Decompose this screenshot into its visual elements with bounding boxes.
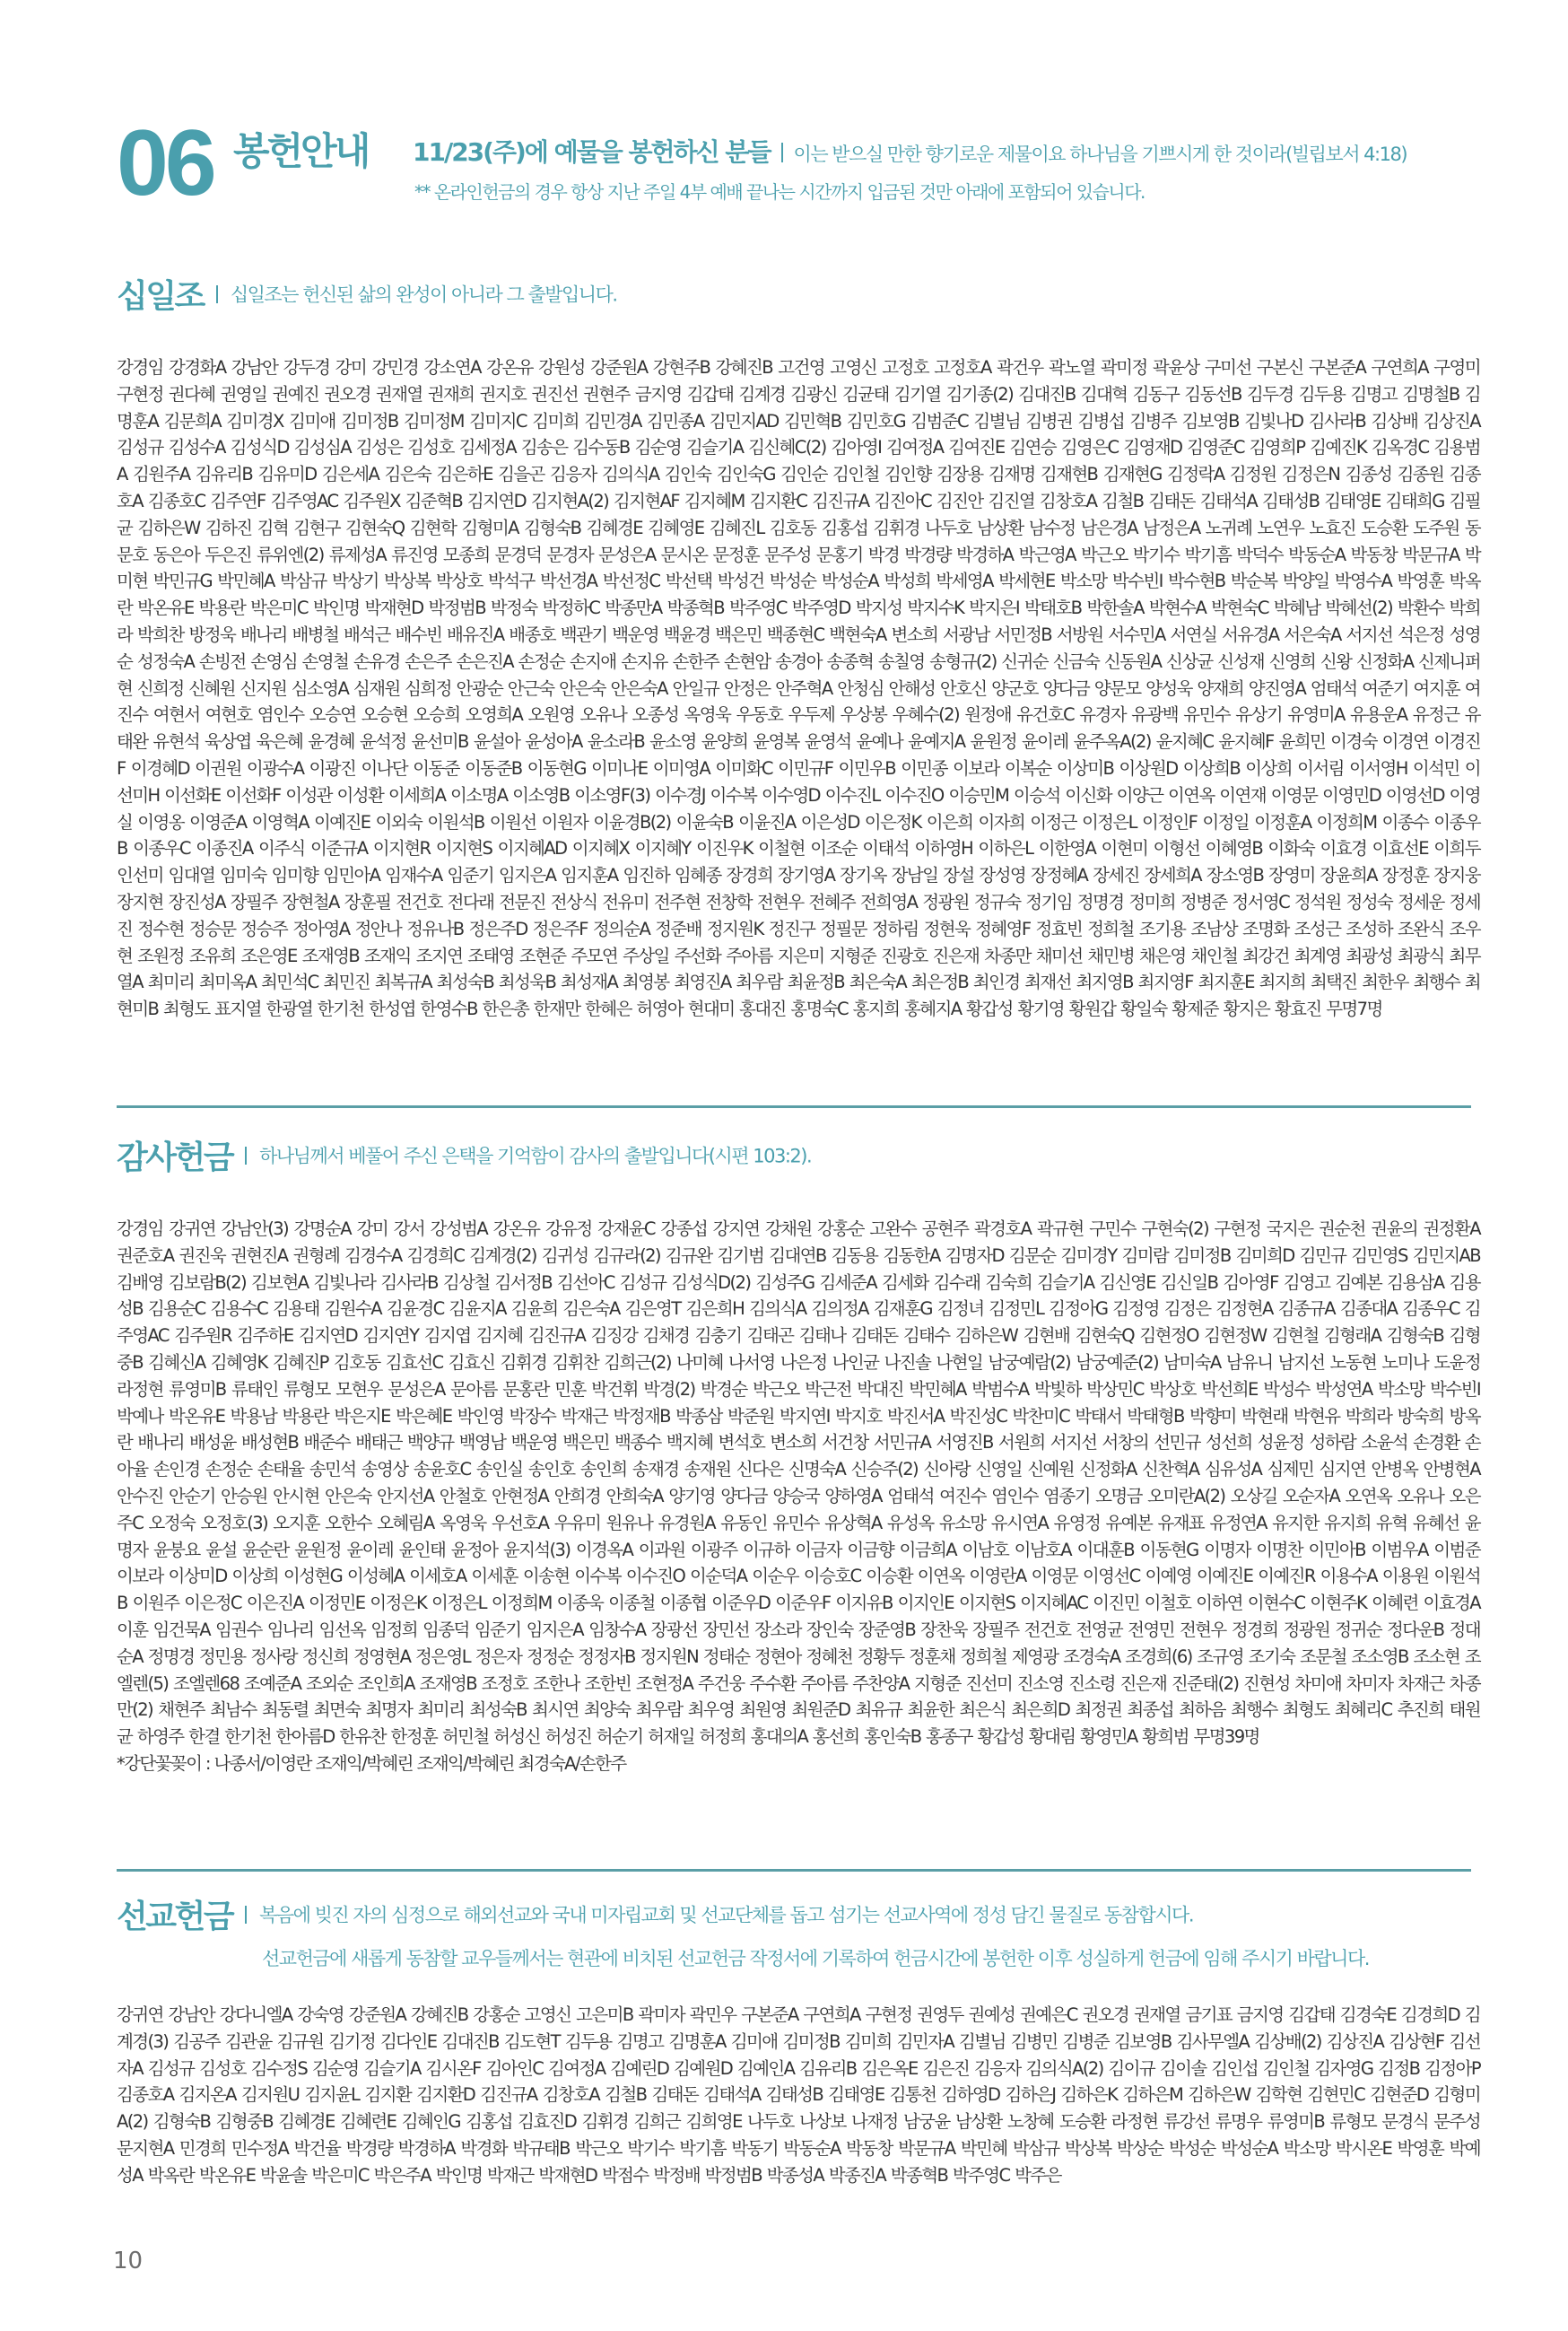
tithe-title: 십일조 [117, 278, 204, 315]
thanks-description: 하나님께서 베풀어 주신 은택을 기억함이 감사의 출발입니다(시편 103:2). [259, 1145, 812, 1167]
thanks-title: 감사헌금 [117, 1139, 233, 1176]
page-number: 10 [113, 2248, 144, 2274]
tithe-section [117, 271, 1480, 1023]
separator-bar [245, 1147, 247, 1165]
tithe-names-list: 강경임 강경화A 강남안 강두경 강미 강민경 강소연A 강온유 강원성 강준원A 강현주B 강혜진B 고건영 고영신 고정호 고정호A 곽건우 곽노열 곽미정 곽윤상 구미선 구본신 구본준A 구연희A 구영미 구현정 권다혜 권영일 권예진 권오경 권재열 권재희 권지호 권진선 권현주 금지영 김갑태 김계경 김광신 김균태 김기열 김기종(2) 김대진B 김대혁 김동구 김동선B 김두경 김두용 김명고 김명철B 김명훈A 김문희A 김미경X 김미애 김미정B 김미정M 김미지C 김미희 김민경A 김민종A 김민지AD 김민혁B 김민호G 김범준C 김별님 김병권 김병섭 김병주 김보영B 김빛나D 김사라B 김상배 김상진A 김성규 김성수A 김성식D 김성심A 김성은 김성호 김세정A 김송은 김수동B 김순영 김슬기A 김신혜C(2) 김아영I 김여정A 김여진E 김연승 김영은C 김영재D 김영준C 김영희P 김예진K 김옥경C 김용범A 김원주A 김유리B 김유미D 김은세A 김은숙 김은하E 김을곤 김응자 김의식A 김인숙 김인숙G 김인순 김인철 김인향 김장용 김재명 김재현B 김재현G 김정락A 김정원 김정은N 김종성 김종원 김종호A 김종호C 김주연F 김주영AC 김주원X 김준혁B 김지연D 김지현A(2) 김지현AF 김지혜M 김지환C 김진규A 김진아C 김진안 김진열 김창호A 김철B 김태돈 김태석A 김태성B 김태영E 김태희G 김필균 김하은W 김하진 김혁 김현구 김현숙Q 김현학 김형미A 김형숙B 김혜경E 김혜영E 김혜진L 김호동 김홍섭 김휘경 나두호 남상환 남수정 남은경A 남정은A 노귀례 노연우 노효진 도승환 도주원 동문호 동은아 두은진 류위엔(2) 류제성A 류진영 모종희 문경덕 문경자 문성은A 문시온 문정훈 문주성 문홍기 박경 박경량 박경하A 박근영A 박근오 박기수 박기흠 박덕수 박동순A 박동창 박문규A 박미현 박민규G 박민혜A 박삼규 박상기 박상복 박상호 박석구 박선경A 박선정C 박선택 박성건 박성순 박성순A 박성희 박세영A 박세현E 박소망 박수빈I 박수현B 박순복 박양일 박영수A 박영훈 박옥란 박온유E 박용란 박은미C 박인명 박재현D 박정범B 박정숙 박정하C 박종만A 박종혁B 박주영C 박주영D 박지성 박지수K 박지은I 박태호B 박한솔A 박현수A 박현숙C 박혜남 박혜선(2) 박환수 박희라 박희찬 방정욱 배나리 배병철 배석근 배수빈 배유진A 배종호 백관기 백운영 백윤경 백은민 백종현C 백현숙A 변소희 서광남 서민정B 서방원 서수민A 서연실 서유경A 서은숙A 서지선 석은정 성영순 성정숙A 손빙전 손영심 손영철 손유경 손은주 손은진A 손정순 손지애 손지유 손한주 손현암 송경아 송종혁 송칠영 송형규(2) 신귀순 신금숙 신동원A 신상균 신성재 신영희 신왕 신정화A 신제니퍼현 신희정 신혜원 신지원 심소영A 심재원 심희정 안광순 안근숙 안은숙 안은숙A 안일규 안정은 안주혁A 안청심 안해성 안호신 양군호 양다금 양문모 양성욱 양재희 양진영A 엄태석 여준기 여지훈 여진수 여현서 여현호 염인수 오승연 오승현 오승희 오영희A 오원영 오유나 오종성 옥영욱 우동호 우두제 우상봉 우혜수(2) 원정애 유건호C 유경자 유광백 유민수 유상기 유영미A 유용운A 유정근 유태완 유현석 육상엽 육은혜 윤경혜 윤석정 윤선미B 윤설아 윤성아A 윤소라B 윤소영 윤양희 윤영복 윤영석 윤예나 윤예지A 윤원정 윤이레 윤주옥A(2) 윤지혜C 윤지혜F 윤희민 이경숙 이경연 이경진F 이경혜D 이권원 이광수A 이광진 이나단 이동준 이동준B 이동현G 이미나E 이미영A 이미화C 이민규F 이민우B 이민종 이보라 이복순 이상미B 이상원D 이상희B 이상희 이서림 이서영H 이석민 이선미H 이선화E 이선화F 이성관 이성환 이세희A 이소명A 이소영B 이소영F(3) 이수경J 이수복 이수영D 이수진L 이수진O 이승민M 이승석 이신화 이양근 이연옥 이연재 이영문 이영민D 이영선D 이영실 이영옹 이영준A 이영혁A 이예진E 이외숙 이원석B 이원선 이원자 이윤경B(2) 이윤숙B 이윤진A 이은성D 이은정K 이은희 이자희 이정근 이정은L 이정인F 이정일 이정훈A 이정희M 이종수 이종우B 이종우C 이종진A 이주식 이준규A 이지현R 이지현S 이지혜AD 이지혜X 이지혜Y 이진우K 이철현 이조순 이태석 이하영H 이하은L 이한영A 이현미 이형선 이혜영B 이화숙 이효경 이효선E 이희두 인선미 임대열 임미숙 임미향 임민아A 임재수A 임준기 임지은A 임지훈A 임진하 임혜종 장경희 장기영A 장기옥 장남일 장설 장성영 장정혜A 장세진 장세희A 장소영B 장영미 장윤희A 장정훈 장지웅 장지현 장진성A 장필주 장현철A 장훈필 전건호 전다래 전문진 전상식 전유미 전주현 전창학 전현우 전혜주 전희영A 정광원 정규숙 정기임 정명경 정미희 정병준 정서영C 정석원 정성숙 정세운 정세진 정수현 정승문 정승주 정아영A 정안나 정유나B 정은주D 정은주F 정의순A 정준배 정지원K 정진구 정필문 정하림 정현욱 정혜영F 정효빈 정희철 조기용 조남상 조명화 조성근 조성하 조완식 조우현 조원정 조유희 조은영E 조재영B 조재익 조지연 조태영 조현준 주모연 주상일 주선화 주아름 지은미 지형준 진광호 진은재 차종만 채미선 채민병 채은영 채인철 최강건 최계영 최광성 최광식 최무열A 최미리 최미옥A 최민석C 최민진 최복규A 최성숙B 최성욱B 최성재A 최영봉 최영진A 최우람 최윤정B 최은숙A 최은정B 최인경 최재선 최지영B 최지영F 최지훈E 최지희 최택진 최한우 최행수 최현미B 최형도 표지열 한광열 한기천 한성엽 한영수B 한은총 한재만 한혜은 허영아 현대미 홍대진 홍명숙C 홍지희 홍혜지A 황갑성 황기영 황원갑 황일숙 황제준 황지은 황효진 무명7명 [117, 357, 1480, 1020]
date-heading: 11/23(주)에 예물을 봉헌하신 분들 [413, 137, 771, 167]
thanks-names-list: 강경임 강귀연 강남안(3) 강명순A 강미 강서 강성범A 강온유 강유정 강재윤C 강종섭 강지연 강채원 강홍순 고완수 공현주 곽경호A 곽규현 구민수 구현숙(2) 구현정 국지은 권순천 권윤의 권정환A 권준호A 권진욱 권현진A 권형례 김경수A 김경희C 김계경(2) 김귀성 김규라(2) 김규완 김기범 김대연B 김동용 김동한A 김명자D 김문순 김미경Y 김미람 김미정B 김미희D 김민규 김민영S 김민지AB 김배영 김보람B(2) 김보현A 김빛나라 김사라B 김상철 김서정B 김선아C 김성규 김성식D(2) 김성주G 김세준A 김세화 김수래 김숙희 김슬기A 김신영E 김신일B 김아영F 김영고 김예본 김용삼A 김용성B 김용순C 김용수C 김용태 김원수A 김윤경C 김윤지A 김윤희 김은숙A 김은영T 김은희H 김의식A 김의정A 김재훈G 김정녀 김정민L 김정아G 김정영 김정은 김정현A 김종규A 김종대A 김종우C 김주영AC 김주원R 김주하E 김지연D 김지연Y 김지엽 김지혜 김진규A 김징강 김채경 김충기 김태곤 김태나 김태돈 김태수 김하은W 김현배 김현숙Q 김현정O 김현정W 김현철 김형래A 김형숙B 김형중B 김혜신A 김혜영K 김혜진P 김호동 김효선C 김효신 김휘경 김휘찬 김희근(2) 나미혜 나서영 나은정 나인균 나진솔 나현일 남궁예람(2) 남궁예준(2) 남미숙A 남유니 남지선 노동현 노미나 도윤정 라정현 류영미B 류태인 류형모 모현우 문성은A 문아름 문홍란 민훈 박건휘 박경(2) 박경순 박근오 박근전 박대진 박민혜A 박범수A 박빛하 박상민C 박상호 박선희E 박성수 박성연A 박소망 박수빈I 박예나 박온유E 박용남 박용란 박은지E 박은혜E 박인영 박장수 박재근 박정재B 박종삼 박준원 박지연I 박지호 박진서A 박진성C 박찬미C 박태서 박태형B 박향미 박현래 박현유 박희라 방숙희 방옥란 배나리 배성윤 배성현B 배준수 배태근 백양규 백영남 백운영 백은민 백종수 백지혜 변석호 변소희 서건창 서민규A 서영진B 서원희 서지선 서창의 선민규 성선희 성윤정 성하람 소윤석 손경환 손아율 손인경 손정순 손태율 송민석 송영상 송윤호C 송인실 송인호 송인희 송재경 송재원 신다은 신명숙A 신승주(2) 신아랑 신영일 신예원 신정화A 신찬혁A 심유성A 심제민 심지연 안병옥 안병현A 안수진 안순기 안승원 안시현 안은숙 안지선A 안철호 안현정A 안희경 안희숙A 양기영 양다금 양승국 양하영A 엄태석 여진수 염인수 염종기 오명금 오미란A(2) 오상길 오순자A 오연옥 오유나 오은주C 오정숙 오정호(3) 오지훈 오한수 오혜림A 옥영욱 우선호A 우유미 원유나 유경원A 유동인 유민수 유상혁A 유성옥 유소망 유시연A 유영정 유예본 유재표 유정연A 유지한 유지희 유혁 유혜선 윤명자 윤붕요 윤설 윤순란 윤원정 윤이레 윤인태 윤정아 윤지석(3) 이경옥A 이과원 이광주 이규하 이금자 이금향 이금희A 이남호 이남호A 이대훈B 이동현G 이명자 이명찬 이민아B 이범우A 이범준 이보라 이상미D 이상희 이성현G 이성혜A 이세호A 이세훈 이송현 이수복 이수진O 이순덕A 이순우 이승호C 이승환 이연옥 이영란A 이영문 이영선C 이예영 이예진E 이예진R 이용수A 이용원 이원석B 이원주 이은정C 이은진A 이정민E 이정은K 이정은L 이정희M 이종욱 이종철 이종협 이준우D 이준우F 이지유B 이지인E 이지현S 이지혜AC 이진민 이철호 이하연 이현수C 이현주K 이혜련 이효경A 이훈 임건묵A 임권수 임나리 임선옥 임정희 임종덕 임준기 임지은A 임창수A 장광선 장민선 장소라 장인숙 장준영B 장찬욱 장필주 전건호 전영균 전영민 전현우 정경희 정광원 정귀순 정다운B 정대순A 정명경 정민용 정사랑 정신희 정영현A 정은영L 정은자 정정순 정정자B 정지원N 정태순 정현아 정혜천 정황두 정훈채 정희철 제영광 조경숙A 조경희(6) 조규영 조기숙 조문철 조소영B 조소현 조엘렌(5) 조엘렌68 조예준A 조외순 조인희A 조재영B 조정호 조한나 조한빈 조현정A 주건웅 주수환 주아름 주찬양A 지형준 진선미 진소영 진소령 진은재 진준태(2) 진현성 차미애 차미자 차재근 차종만(2) 채현주 최남수 최동렬 최면숙 최명자 최미리 최성숙B 최시연 최양숙 최우람 최우영 최원영 최원준D 최유규 최윤한 최은식 최은희D 최정권 최종섭 최하음 최행수 최형도 최혜리C 추진희 태원균 하영주 한결 한기천 한아름D 한유찬 한정훈 허민철 허성신 허성진 허순기 허재일 허정희 홍대의A 홍선희 홍인숙B 홍종구 황갑성 황대림 황영민A 황희범 무명39명 [117, 1218, 1480, 1748]
flower-arrangement-note: *강단꽃꽂이 : 나종서/이영란 조재익/박혜린 조재익/박혜린 최경숙A/손한주 [117, 1752, 626, 1774]
online-offering-note: ** 온라인헌금의 경우 항상 지난 주일 4부 예배 끝나는 시간까지 입금된 것만 아래에 포함되어 있습니다. [414, 181, 1145, 203]
tithe-description: 십일조는 헌신된 삶의 완성이 아니라 그 출발입니다. [230, 284, 617, 306]
page-header [117, 111, 1480, 215]
section-number: 06 [117, 111, 213, 215]
thanks-section [117, 1132, 1480, 1777]
mission-heading [117, 1891, 1480, 1937]
mission-description-line1: 복음에 빚진 자의 심정으로 해외선교와 국내 미자립교회 및 선교단체를 돕고 섬기는 선교사역에 정성 담긴 물질로 동참합시다. [259, 1904, 1193, 1926]
mission-section [117, 1891, 1480, 2189]
section-divider [117, 1105, 1471, 1108]
tithe-heading [117, 271, 1480, 317]
thanks-heading [117, 1132, 1480, 1178]
separator-bar [216, 285, 218, 303]
separator-bar [781, 143, 783, 162]
mission-names-list: 강귀연 강남안 강다니엘A 강숙영 강준원A 강혜진B 강홍순 고영신 고은미B 곽미자 곽민우 구본준A 구연희A 구현정 권영두 권예성 권예은C 권오경 권재열 금기표 금지영 김갑태 김경숙E 김경희D 김계경(3) 김공주 김관윤 김규원 김기정 김다인E 김대진B 김도현T 김두용 김명고 김명훈A 김미애 김미정B 김미희 김민자A 김별님 김병민 김병준 김보영B 김사무엘A 김상배(2) 김상진A 김상현F 김선자A 김성규 김성호 김수정S 김순영 김슬기A 김시온F 김아인C 김여정A 김예린D 김예원D 김예인A 김유리B 김은옥E 김은진 김응자 김의식A(2) 김이규 김이솔 김인섭 김인철 김자영G 김정B 김정아P 김종호A 김지온A 김지원U 김지윤L 김지환 김지환D 김진규A 김창호A 김철B 김태돈 김태석A 김태성B 김태영E 김통천 김하영D 김하은J 김하은K 김하은M 김하은W 김학현 김현민C 김현준D 김형미A(2) 김형숙B 김형중B 김혜경E 김혜련E 김혜인G 김홍섭 김효진D 김휘경 김희근 김희영E 나두호 나상보 나재정 남궁윤 남상환 노창혜 도승환 라정현 류강선 류명우 류영미B 류형모 문경식 문주성 문지현A 민경희 민수정A 박건율 박경량 박경하A 박경화 박규태B 박근오 박기수 박기흠 박동기 박동순A 박동창 박문규A 박민혜 박삼규 박상복 박상순 박성순 박성순A 박소망 박시온E 박영훈 박예성A 박옥란 박온유E 박윤솔 박은미C 박은주A 박인명 박재근 박재현D 박점수 박정배 박정범B 박종성A 박종진A 박종혁B 박주영C 박주은 [117, 2004, 1480, 2186]
bible-verse: 이는 받으실 만한 향기로운 제물이요 하나님을 기쁘시게 한 것이라(빌립보서 4:18) [793, 144, 1407, 165]
header-subtitle [413, 133, 1407, 169]
mission-description-line2: 선교헌금에 새롭게 동참할 교우들께서는 현관에 비치된 선교헌금 작정서에 기록하여 헌금시간에 봉헌한 이후 성실하게 헌금에 임해 주시기 바랍니다. [262, 1948, 1369, 1969]
page-title: 봉헌안내 [233, 129, 369, 173]
mission-title: 선교헌금 [117, 1899, 233, 1935]
section-divider [117, 1869, 1471, 1872]
separator-bar [245, 1906, 247, 1924]
